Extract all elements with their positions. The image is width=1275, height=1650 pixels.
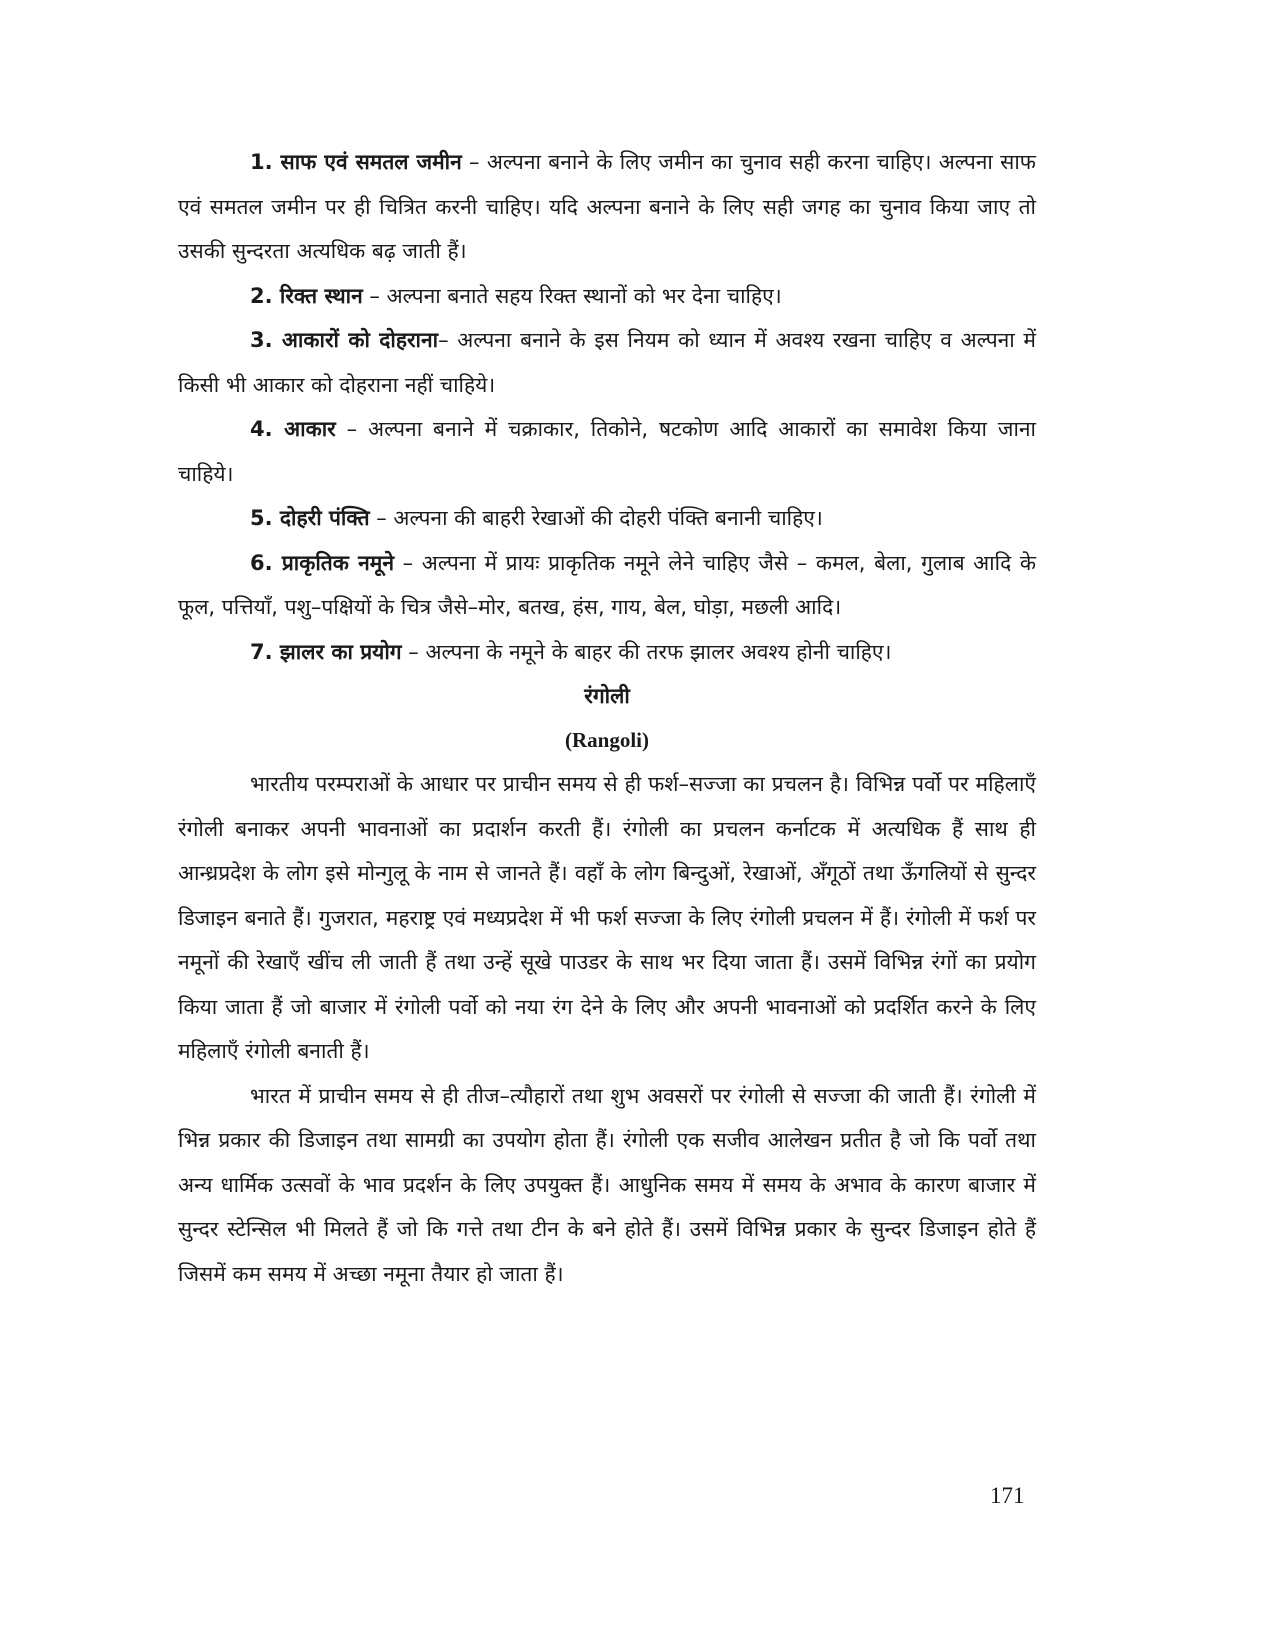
rule-title-4: 4. आकार xyxy=(250,417,336,441)
section-subheading: (Rangoli) xyxy=(565,728,649,752)
rule-title-3: 3. आकारों को दोहराना xyxy=(250,328,439,352)
rule-text-5: – अल्पना की बाहरी रेखाओं की दोहरी पंक्ति बनानी चाहिए। xyxy=(369,506,823,530)
rule-paragraph-5 xyxy=(178,496,1036,541)
body-paragraph-1: भारतीय परम्पराओं के आधार पर प्राचीन समय से ही फर्श–सज्जा का प्रचलन है। विभिन्न पर्वो पर महिलाएँ रंगोली बनाकर अपनी भावनाओं का प्रदार्शन करती हैं। रंगोली का प्रचलन कर्नाटक में अत्यधिक हैं साथ ही आन्ध्रप्रदेश के लोग इसे मोन्गुलू के नाम से जानते हैं। वहाँ के लोग बिन्दुओं, रेखाओं, अँगूठों तथा ऊँगलियों से सुन्दर डिजाइन बनाते हैं। गुजरात, महराष्ट्र एवं मध्यप्रदेश में भी फर्श सज्जा के लिए रंगोली प्रचलन में हैं। रंगोली में फर्श पर नमूनों की रेखाएँ खींच ली जाती हैं तथा उन्हें सूखे पाउडर के साथ भर दिया जाता हैं। उसमें विभिन्न रंगों का प्रयोग किया जाता हैं जो बाजार में रंगोली पर्वो को नया रंग देने के लिए और अपनी भावनाओं को प्रदर्शित करने के लिए महिलाएँ रंगोली बनाती हैं। xyxy=(178,772,1036,1063)
document-page xyxy=(178,140,1036,1296)
rule-paragraph-4 xyxy=(178,407,1036,496)
rule-paragraph-6 xyxy=(178,541,1036,630)
rule-paragraph-7 xyxy=(178,630,1036,675)
rule-text-4: – अल्पना बनाने में चक्राकार, तिकोने, षटकोण आदि आकारों का समावेश किया जाना चाहिये। xyxy=(178,417,1036,486)
rule-paragraph-2 xyxy=(178,274,1036,319)
rule-title-2: 2. रिक्त स्थान xyxy=(250,283,363,308)
body-paragraph-2: भारत में प्राचीन समय से ही तीज–त्यौहारों तथा शुभ अवसरों पर रंगोली से सज्जा की जाती हैं। रंगोली में भिन्न प्रकार की डिजाइन तथा सामग्री का उपयोग होता हैं। रंगोली एक सजीव आलेखन प्रतीत है जो कि पर्वो तथा अन्य धार्मिक उत्सवों के भाव प्रदर्शन के लिए उपयुक्त हैं। आधुनिक समय में समय के अभाव के कारण बाजार में सुन्दर स्टेन्सिल भी मिलते हैं जो कि गत्ते तथा टीन के बने होते हैं। उसमें विभिन्न प्रकार के सुन्दर डिजाइन होते हैं जिसमें कम समय में अच्छा नमूना तैयार हो जाता हैं। xyxy=(178,1083,1036,1286)
rule-text-2: – अल्पना बनाते सहय रिक्त स्थानों को भर देना चाहिए। xyxy=(362,283,782,308)
rule-title-7: 7. झालर का प्रयोग xyxy=(250,639,402,664)
rule-title-6: 6. प्राकृतिक नमूने xyxy=(250,550,395,575)
rule-text-3: – अल्पना बनाने के इस नियम को ध्यान में अवश्य रखना चाहिए व अल्पना में किसी भी आकार को दोहराना नहीं चाहिये। xyxy=(178,328,1036,397)
rule-text-1: – अल्पना बनाने के लिए जमीन का चुनाव सही करना चाहिए। अल्पना साफ एवं समतल जमीन पर ही चित्रित करनी चाहिए। यदि अल्पना बनाने के लिए सही जगह का चुनाव किया जाए तो उसकी सुन्दरता अत्यधिक बढ़ जाती हैं। xyxy=(178,150,1036,263)
rule-text-7: – अल्पना के नमूने के बाहर की तरफ झालर अवश्य होनी चाहिए। xyxy=(401,639,892,664)
rule-title-1: 1. साफ एवं समतल जमीन xyxy=(250,150,462,174)
rule-text-6: – अल्पना में प्रायः प्राकृतिक नमूने लेने चाहिए जैसे – कमल, बेला, गुलाब आदि के फूल, पत्तियाँ, पशु–पक्षियों के चित्र जैसे–मोर, बतख, हंस, गाय, बेल, घोड़ा, मछली आदि। xyxy=(178,550,1036,619)
section-heading: रंगोली xyxy=(584,684,630,708)
rule-paragraph-1 xyxy=(178,140,1036,274)
rule-title-5: 5. दोहरी पंक्ति xyxy=(250,506,370,530)
page-number: 171 xyxy=(990,1483,1025,1508)
rule-paragraph-3 xyxy=(178,318,1036,407)
